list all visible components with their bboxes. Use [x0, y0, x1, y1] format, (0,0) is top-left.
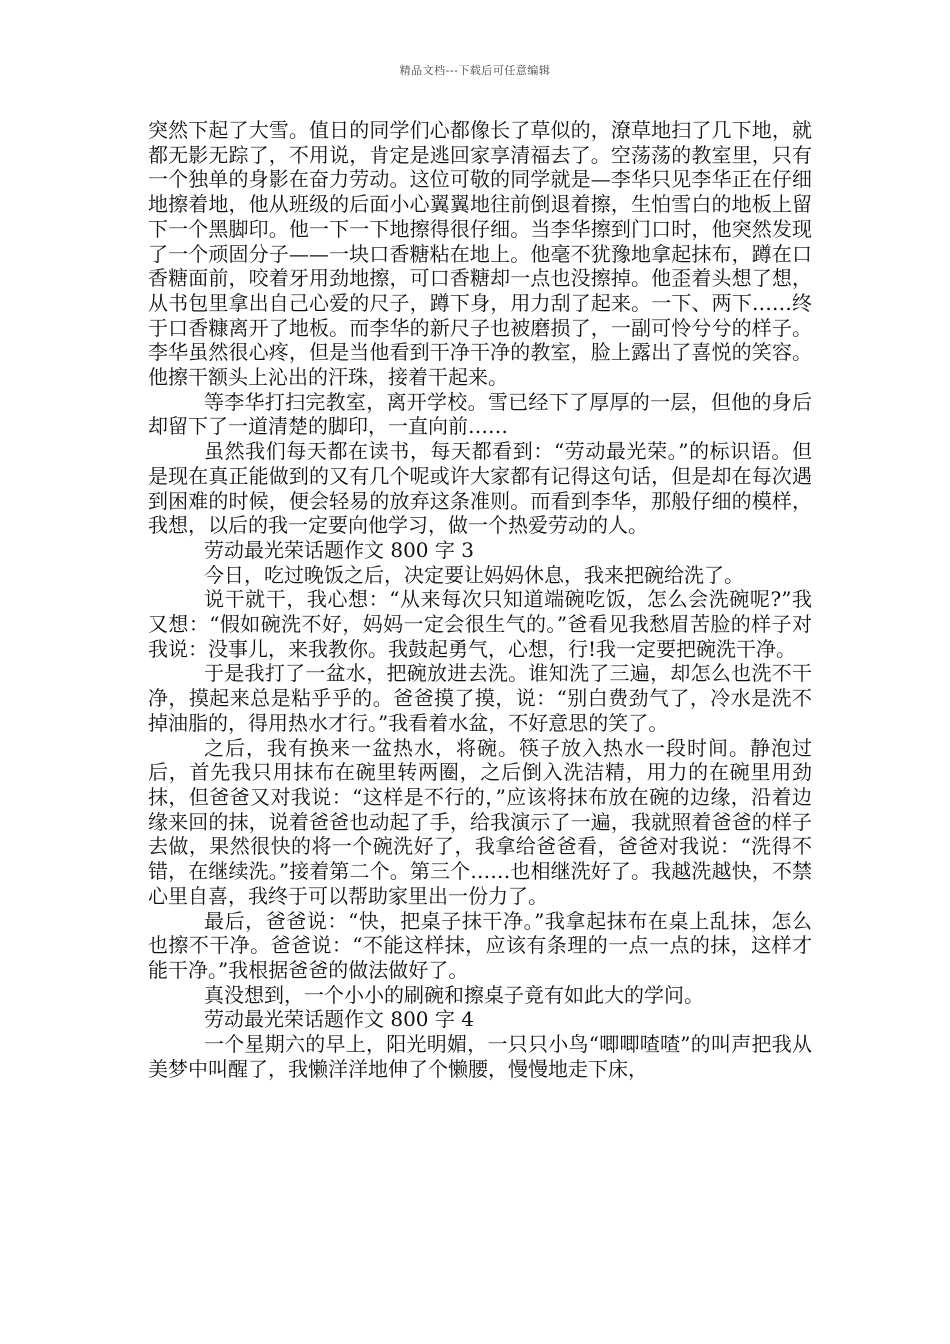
paragraph: 说干就干，我心想：“从来每次只知道端碗吃饭，怎么会洗碗呢?”我又想：“假如碗洗不好，妈妈一定会很生气的。”爸看见我愁眉苦脸的样子对我说：没事儿，来我教你。我鼓起勇气，心想，行!我一定要把碗洗干净。 — [148, 587, 812, 661]
page-header: 精品文档---下载后可任意编辑 — [399, 64, 551, 77]
section-heading: 劳动最光荣话题作文 800 字 4 — [204, 1007, 474, 1032]
paragraph: 最后，爸爸说：“快，把桌子抹干净。”我拿起抹布在桌上乱抹，怎么也擦不干净。爸爸说：“不能这样抹，应该有条理的一点一点的抹，这样才能干净。”我根据爸爸的做法做好了。 — [148, 908, 812, 982]
section-heading: 劳动最光荣话题作文 800 字 3 — [204, 537, 474, 562]
paragraph: 一个星期六的早上，阳光明媚，一只只小鸟“唧唧喳喳”的叫声把我从美梦中叫醒了，我懒洋洋地伸了个懒腰，慢慢地走下床， — [148, 1032, 812, 1081]
paragraph: 等李华打扫完教室，离开学校。雪已经下了厚厚的一层，但他的身后却留下了一道清楚的脚印，一直向前…… — [148, 389, 812, 439]
paragraph: 今日，吃过晚饭之后，决定要让妈妈休息，我来把碗给洗了。 — [204, 562, 744, 587]
paragraph: 之后，我有换来一盆热水，将碗。筷子放入热水一段时间。静泡过后，首先我只用抹布在碗里转两圈，之后倒入洗洁精，用力的在碗里用劲抹，但爸爸又对我说：“这样是不行的，”应该将抹布放在碗的边缘，沿着边缘来回的抹，说着爸爸也动起了手，给我演示了一遍，我就照着爸爸的样子去做，果然很快的将一个碗洗好了，我拿给爸爸看，爸爸对我说：“洗得不错，在继续洗。”接着第二个。第三个……也相继洗好了。我越洗越快，不禁心里自喜，我终于可以帮助家里出一份力了。 — [148, 735, 812, 908]
paragraph: 真没想到，一个小小的刷碗和擦桌子竟有如此大的学问。 — [204, 982, 704, 1007]
document-body — [148, 118, 812, 1081]
paragraph: 虽然我们每天都在读书，每天都看到：“劳动最光荣。”的标识语。但是现在真正能做到的又有几个呢或许大家都有记得这句话，但是却在每次遇到困难的时候，便会轻易的放弃这条准则。而看到李华，那般仔细的模样，我想，以后的我一定要向他学习，做一个热爱劳动的人。 — [148, 439, 812, 538]
paragraph: 突然下起了大雪。值日的同学们心都像长了草似的，潦草地扫了几下地，就都无影无踪了，不用说，肯定是逃回家享清福去了。空荡荡的教室里，只有一个独单的身影在奋力劳动。这位可敬的同学就是—李华只见李华正在仔细地擦着地，他从班级的后面小心翼翼地往前倒退着擦，生怕雪白的地板上留下一个黑脚印。他一下一下地擦得很仔细。当李华擦到门口时，他突然发现了一个顽固分子——一块口香糖粘在地上。他毫不犹豫地拿起抹布，蹲在口香糖面前，咬着牙用劲地擦，可口香糖却一点也没擦掉。他歪着头想了想，从书包里拿出自己心爱的尺子，蹲下身，用力刮了起来。一下、两下……终于口香糠离开了地板。而李华的新尺子也被磨损了，一副可怜兮兮的样子。李华虽然很心疼，但是当他看到干净干净的教室，脸上露出了喜悦的笑容。他擦干额头上沁出的汗珠，接着干起来。 — [148, 118, 812, 390]
paragraph: 于是我打了一盆水，把碗放进去洗。谁知洗了三遍，却怎么也洗不干净，摸起来总是粘乎乎的。爸爸摸了摸，说：“别白费劲气了，冷水是洗不掉油脂的，得用热水才行。”我看着水盆，不好意思的笑了。 — [148, 661, 812, 735]
